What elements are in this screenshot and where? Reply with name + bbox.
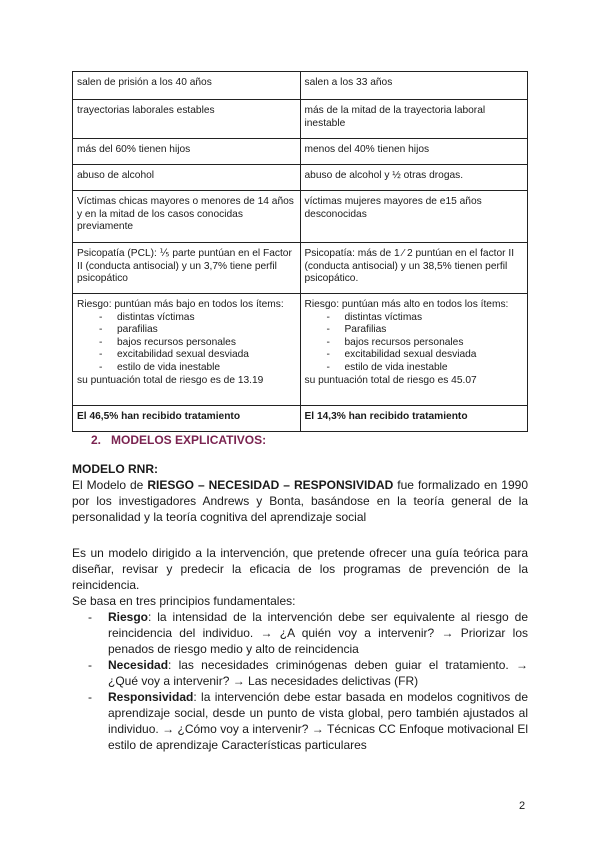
table-cell: Víctimas chicas mayores o menores de 14 años y en la mitad de los casos conocidas previamente xyxy=(73,191,301,243)
list-item: - Responsividad: la intervención debe estar basada en modelos cognitivos de aprendizaje social, desde un punto de vista global, pero también ajustados al individuo. → ¿Cómo voy a intervenir? → Técnicas CC Enfoque motivacional El estilo de aprendizaje Características particulares xyxy=(88,690,528,752)
list-item: - excitabilidad sexual desviada xyxy=(327,349,524,362)
table-row xyxy=(73,165,528,191)
treatment-cell-right: El 14,3% han recibido tratamiento xyxy=(300,406,528,432)
intro-text: El Modelo de xyxy=(72,478,148,492)
table-cell: trayectorias laborales estables xyxy=(73,100,301,139)
table-cell: Psicopatía (PCL): ⅕ parte puntúan en el Factor II (conducta antisocial) y un 3,7% tiene perfil psicopático xyxy=(73,243,301,294)
risk-intro: Riesgo: puntúan más alto en todos los ítems: xyxy=(304,299,509,310)
list-item: - Parafilias xyxy=(327,324,524,337)
principle-text: : las necesidades criminógenas deben guiar el tratamiento. → ¿Qué voy a intervenir? → Las necesidades delictivas (FR) xyxy=(108,658,528,688)
treatment-cell-left: El 46,5% han recibido tratamiento xyxy=(73,406,301,432)
list-item: - excitabilidad sexual desviada xyxy=(99,349,296,362)
table-row xyxy=(73,294,528,406)
table-cell: salen a los 33 años xyxy=(300,72,528,100)
principle-term: Necesidad xyxy=(108,658,169,672)
table-cell: Psicopatía: más de 1 ⁄ 2 puntúan en el factor II (conducta antisocial) y un 38,5% tienen perfil psicopático. xyxy=(300,243,528,294)
comparison-table xyxy=(72,71,528,432)
list-item: - Necesidad: las necesidades criminógenas deben guiar el tratamiento. → ¿Qué voy a intervenir? → Las necesidades delictivas (FR) xyxy=(88,658,528,688)
rnr-intro-block xyxy=(72,461,528,525)
table-row xyxy=(73,243,528,294)
table-row xyxy=(73,139,528,165)
risk-total: su puntuación total de riesgo es 45.07 xyxy=(304,374,477,386)
rnr-intro-paragraph xyxy=(72,477,528,525)
list-item: - estilo de vida inestable xyxy=(99,362,296,375)
table-cell: abuso de alcohol xyxy=(73,165,301,191)
principles-intro: Se basa en tres principios fundamentales: xyxy=(72,594,296,608)
table-row xyxy=(73,191,528,243)
principle-text: : la intervención debe estar basada en modelos cognitivos de aprendizaje social, desde un punto de vista global, pero también ajustados al individuo. → ¿Cómo voy a intervenir? → Técnicas CC Enfoque motivacional El estilo de aprendizaje Características particulares xyxy=(108,690,528,752)
model-title: MODELO RNR: xyxy=(72,462,158,476)
table-row xyxy=(73,406,528,432)
section-number: 2. xyxy=(91,433,102,447)
table-cell: víctimas mujeres mayores de e15 años desconocidas xyxy=(300,191,528,243)
principle-text: : la intensidad de la intervención debe ser equivalente al riesgo de reincidencia del individuo. → ¿A quién voy a intervenir? → Priorizar los penados de riesgo medio y alto de reincidencia xyxy=(108,610,528,656)
list-item: - distintas víctimas xyxy=(99,312,296,325)
risk-list xyxy=(77,312,296,375)
table-row xyxy=(73,100,528,139)
list-item: - bajos recursos personales xyxy=(99,337,296,350)
principle-term: Responsividad xyxy=(108,690,194,704)
principle-term: Riesgo xyxy=(108,610,149,624)
risk-cell-left xyxy=(73,294,301,406)
principles-list xyxy=(72,609,528,753)
table-row xyxy=(73,72,528,100)
list-item: - distintas víctimas xyxy=(327,312,524,325)
model-name: RIESGO – NECESIDAD – RESPONSIVIDAD xyxy=(147,478,394,492)
table-cell: más de la mitad de la trayectoria laboral inestable xyxy=(300,100,528,139)
page-number: 2 xyxy=(519,800,526,812)
risk-total: su puntuación total de riesgo es de 13.19 xyxy=(77,374,264,386)
rnr-body-block xyxy=(72,545,528,753)
section-heading xyxy=(91,433,266,447)
risk-cell-right xyxy=(300,294,528,406)
intro-text: fue formalizado en 1990 por los investigadores Andrews y Bonta, basándose en la teoría general de la personalidad y la teoría cognitiva del aprendizaje social xyxy=(72,478,528,524)
table-cell: menos del 40% tienen hijos xyxy=(300,139,528,165)
table-cell: salen de prisión a los 40 años xyxy=(73,72,301,100)
list-item: - Riesgo: la intensidad de la intervención debe ser equivalente al riesgo de reincidencia del individuo. → ¿A quién voy a intervenir? → Priorizar los penados de riesgo medio y alto de reincidencia xyxy=(88,610,528,656)
section-title: MODELOS EXPLICATIVOS: xyxy=(111,433,267,447)
table-cell: más del 60% tienen hijos xyxy=(73,139,301,165)
risk-list xyxy=(305,312,524,375)
list-item: - bajos recursos personales xyxy=(327,337,524,350)
risk-intro: Riesgo: puntúan más bajo en todos los ítems: xyxy=(77,299,284,310)
rnr-paragraph: Es un modelo dirigido a la intervención, que pretende ofrecer una guía teórica para diseñar, revisar y predecir la eficacia de los programas de prevención de la reincidencia. xyxy=(72,546,528,592)
list-item: - parafilias xyxy=(99,324,296,337)
table-cell: abuso de alcohol y ½ otras drogas. xyxy=(300,165,528,191)
list-item: - estilo de vida inestable xyxy=(327,362,524,375)
